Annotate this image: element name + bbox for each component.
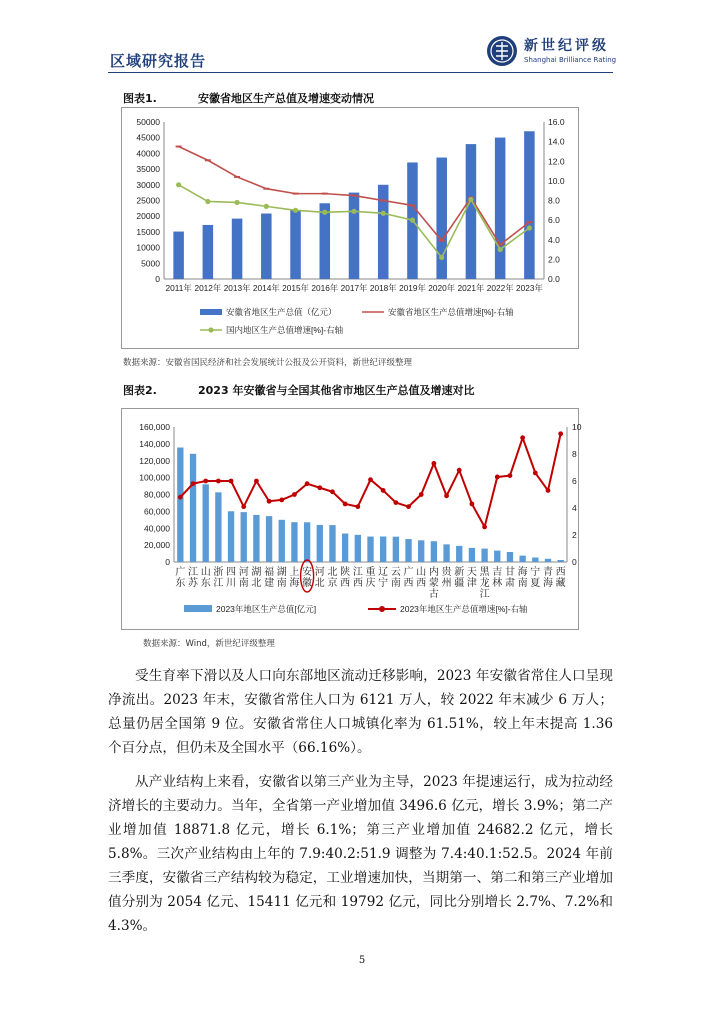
province-gdp-bar [519,556,525,562]
province-gdp-bar [317,525,323,562]
province-gdp-bar [405,539,411,562]
legend-bar-swatch [184,605,212,612]
province-gdp-bar [203,484,209,562]
national-growth-point [205,199,210,204]
province-gdp-bar [342,533,348,562]
y-tick-label: 15000 [136,226,160,237]
y-tick-label: 60,000 [144,506,170,517]
province-comparison-chart [122,409,582,629]
y-tick-label: 20000 [136,211,160,222]
gdp-bar [349,193,360,279]
province-growth-point [444,493,449,498]
province-growth-point [229,479,234,484]
gdp-bar [173,232,184,279]
y-tick-label: 20,000 [144,540,170,551]
province-gdp-bar [443,544,449,562]
province-gdp-bar [456,546,462,562]
province-growth-point [254,479,259,484]
y-tick-label: 35000 [136,164,160,175]
province-gdp-bar [279,520,285,562]
y2-tick-label: 8.0 [548,195,560,206]
y2-tick-label: 10 [572,422,582,432]
gdp-bar [261,214,272,279]
province-label: 广东 [175,567,186,589]
x-tick-label: 2015年 [282,283,309,293]
legend-growth-label: 2023年地区生产总值增速[%]-右轴 [400,604,528,614]
province-label: 上海 [289,567,300,589]
province-growth-point [546,488,551,493]
legend-bar-label: 2023年地区生产总值[亿元] [216,604,317,614]
gdp-bar [378,185,389,279]
x-tick-label: 2013年 [223,283,251,293]
province-label: 湖南 [276,567,287,589]
province-gdp-bar [367,537,373,562]
province-gdp-bar [431,541,437,562]
province-label: 吉林 [492,567,503,589]
province-growth-point [419,492,424,497]
province-growth-point [520,435,525,440]
y2-tick-label: 0 [572,557,577,567]
national-growth-point [439,255,444,260]
y-tick-label: 40000 [136,148,160,159]
legend-national-marker [208,327,213,332]
province-label: 海南 [517,567,528,589]
x-tick-label: 2023年 [516,283,543,293]
x-tick-label: 2022年 [486,283,514,293]
province-growth-point [292,492,297,497]
province-label: 云南 [390,567,401,589]
province-growth-point [558,431,563,436]
province-label: 福建 [264,567,275,589]
province-growth-point [431,461,436,466]
province-label: 新疆 [454,567,465,589]
y-tick-label: 80,000 [144,489,170,500]
y2-tick-label: 14.0 [548,136,565,147]
y-tick-label: 10000 [136,242,160,253]
gdp-bar [436,158,447,279]
province-growth-point [470,502,475,507]
gdp-bar [466,144,477,279]
y-tick-label: 50000 [136,117,160,127]
province-label: 四川 [226,567,237,589]
x-tick-label: 2021年 [457,283,485,293]
province-gdp-bar [266,516,272,562]
national-growth-point [410,218,415,223]
province-gdp-bar [481,549,487,562]
x-tick-label: 2019年 [399,283,426,293]
figure2-label: 图表2. [123,384,157,397]
province-label: 广西 [403,567,414,589]
legend-growth-marker [379,606,385,612]
x-tick-label: 2020年 [428,283,456,293]
figure1-title [123,90,374,106]
y2-tick-label: 8 [572,449,577,459]
province-gdp-bar [329,525,335,562]
province-label: 陕西 [340,567,351,589]
y2-tick-label: 2 [572,530,577,540]
province-label: 山西 [416,567,427,589]
page-number: 5 [358,955,366,966]
province-label: 贵州 [441,567,452,589]
y2-tick-label: 16.0 [548,117,565,127]
province-label: 西藏 [555,567,566,589]
province-growth-point [267,499,272,504]
province-label: 辽宁 [378,567,389,589]
province-growth-point [482,525,487,530]
legend-anhui-label: 安徽省地区生产总值增速[%]-右轴 [388,307,514,317]
province-label: 重庆 [365,567,376,589]
province-growth-point [406,504,411,509]
province-gdp-bar [228,511,234,562]
y2-tick-label: 6.0 [548,215,560,226]
y-tick-label: 120,000 [139,455,170,466]
province-gdp-bar [507,552,513,562]
page-header-title: 区域研究报告 [110,52,207,70]
legend-bar-label: 安徽省地区生产总值（亿元） [226,307,337,317]
province-gdp-bar [469,548,475,562]
y-tick-label: 100,000 [139,472,170,483]
province-growth-point [216,479,221,484]
brand-name-en: Shanghai Brilliance Rating [524,56,617,64]
province-growth-point [317,485,322,490]
figure2-title [123,382,474,398]
x-tick-label: 2011年 [165,283,192,293]
y2-tick-label: 4 [572,503,577,513]
province-label: 河南 [238,567,249,589]
province-label: 浙江 [213,567,224,589]
province-label: 北京 [327,567,338,589]
y-tick-label: 160,000 [139,422,170,432]
paragraph-industry: 从产业结构上来看，安徽省以第三产业为主导，2023 年提速运行，成为拉动经济增长的主要动力。当年，全省第一产业增加值 3496.6 亿元，增长 3.9%；第二产业增加值 18871.8 亿元，增长 6.1%；第三产业增加值 24682.2 亿元，增长 5.8%。三次产业结构由上年的 7.9:40.2:51.9 调整为 7.4:40.1:52.5。2024 年前三季度，安徽省三产结构较为稳定，工业增速加快，当期第一、第二和第三产业增加值分别为 2054 亿元、15411 亿元和 19792 亿元，同比分别增长 2.7%、7.2%和 4.3%。 [108,774,613,934]
paragraph-population: 受生育率下滑以及人口向东部地区流动迁移影响，2023 年安徽省常住人口呈现净流出。2023 年末，安徽省常住人口为 6121 万人，较 2022 年末减少 6 万人；总量仍居全国第 9 位。安徽省常住人口城镇化率为 61.51%，较上年末提高 1.36 个百分点，但仍未及全国水平（66.16%）。 [108,668,613,756]
province-label: 湖北 [251,567,262,589]
province-growth-point [393,500,398,505]
province-growth-point [381,488,386,493]
brand-emblem-icon [485,34,519,68]
chart-2-frame [121,408,582,630]
y-tick-label: 0 [165,557,170,567]
province-label: 宁夏 [530,567,541,589]
province-growth-point [355,504,360,509]
y-tick-label: 140,000 [139,438,170,449]
national-growth-point [527,225,532,230]
province-gdp-bar [418,540,424,562]
province-gdp-bar [291,522,297,562]
figure1-label: 图表1. [123,92,157,105]
province-gdp-bar [545,559,551,562]
y-tick-label: 40,000 [144,523,170,534]
legend-national-label: 国内地区生产总值增速[%]-右轴 [226,325,344,335]
legend-bar-swatch [200,309,222,315]
province-growth-point [178,495,183,500]
x-tick-label: 2012年 [194,283,222,293]
province-gdp-bar [215,492,221,562]
gdp-bar [203,225,214,279]
province-label: 江西 [352,567,363,589]
header-divider [108,72,613,73]
province-gdp-bar [494,551,500,562]
province-label: 河北 [314,567,325,589]
province-gdp-bar [393,537,399,562]
y2-tick-label: 0.0 [548,274,560,284]
province-growth-point [241,504,246,509]
y-tick-label: 0 [155,274,160,284]
province-growth-point [495,475,500,480]
province-growth-point [279,498,284,503]
province-growth-point [330,489,335,494]
national-growth-point [264,204,269,209]
national-growth-point [176,182,181,187]
province-growth-point [457,468,462,473]
province-gdp-bar [380,537,386,562]
province-growth-point [508,473,513,478]
province-label: 青海 [542,567,553,589]
gdp-bar [290,210,301,279]
figure1-source: 数据来源：安徽省国民经济和社会发展统计公报及公开资料，新世纪评级整理 [123,358,413,368]
province-growth-point [533,471,538,476]
national-growth-point [381,211,386,216]
national-growth-point [468,197,473,202]
figure2-caption: 2023 年安徽省与全国其他省市地区生产总值及增速对比 [198,384,475,397]
province-label: 江苏 [188,567,199,589]
chart-1-frame [121,107,579,349]
province-gdp-bar [241,512,247,562]
gdp-bar [495,138,506,279]
x-tick-label: 2014年 [252,283,280,293]
y2-tick-label: 6 [572,476,577,486]
province-gdp-bar [532,558,538,562]
brand-name-cn: 新世纪评级 [524,38,609,54]
province-growth-point [305,481,310,486]
province-label: 黑龙江 [479,567,490,600]
province-gdp-bar [177,448,183,562]
y-tick-label: 30000 [136,179,160,190]
province-label: 内蒙古 [428,567,439,600]
y-tick-label: 5000 [141,258,160,269]
x-tick-label: 2016年 [311,283,339,293]
province-growth-point [203,479,208,484]
gdp-bar [524,131,535,279]
y-tick-label: 45000 [136,132,160,143]
national-growth-point [293,208,298,213]
national-growth-point [498,247,503,252]
province-gdp-bar [304,522,310,562]
y2-tick-label: 4.0 [548,234,560,245]
y2-tick-label: 2.0 [548,254,560,265]
x-tick-label: 2017年 [340,283,368,293]
y2-tick-label: 12.0 [548,156,565,167]
x-tick-label: 2018年 [369,283,397,293]
gdp-bar [232,219,243,279]
province-label: 安徽 [302,567,313,589]
province-gdp-bar [190,454,196,562]
province-growth-point [343,502,348,507]
province-growth-point [368,477,373,482]
province-growth-point [191,481,196,486]
figure2-source: 数据来源：Wind，新世纪评级整理 [143,639,275,649]
province-label: 甘肃 [504,567,515,589]
province-gdp-bar [355,535,361,562]
figure1-caption: 安徽省地区生产总值及增速变动情况 [198,92,374,105]
y-tick-label: 25000 [136,195,160,206]
national-growth-point [234,200,239,205]
gdp-trend-chart [122,108,578,348]
national-growth-point [322,210,327,215]
national-growth-point [351,209,356,214]
province-gdp-bar [253,515,259,562]
province-label: 山东 [200,567,211,589]
province-gdp-bar [557,560,563,562]
y2-tick-label: 10.0 [548,175,565,186]
province-label: 天津 [466,567,477,589]
